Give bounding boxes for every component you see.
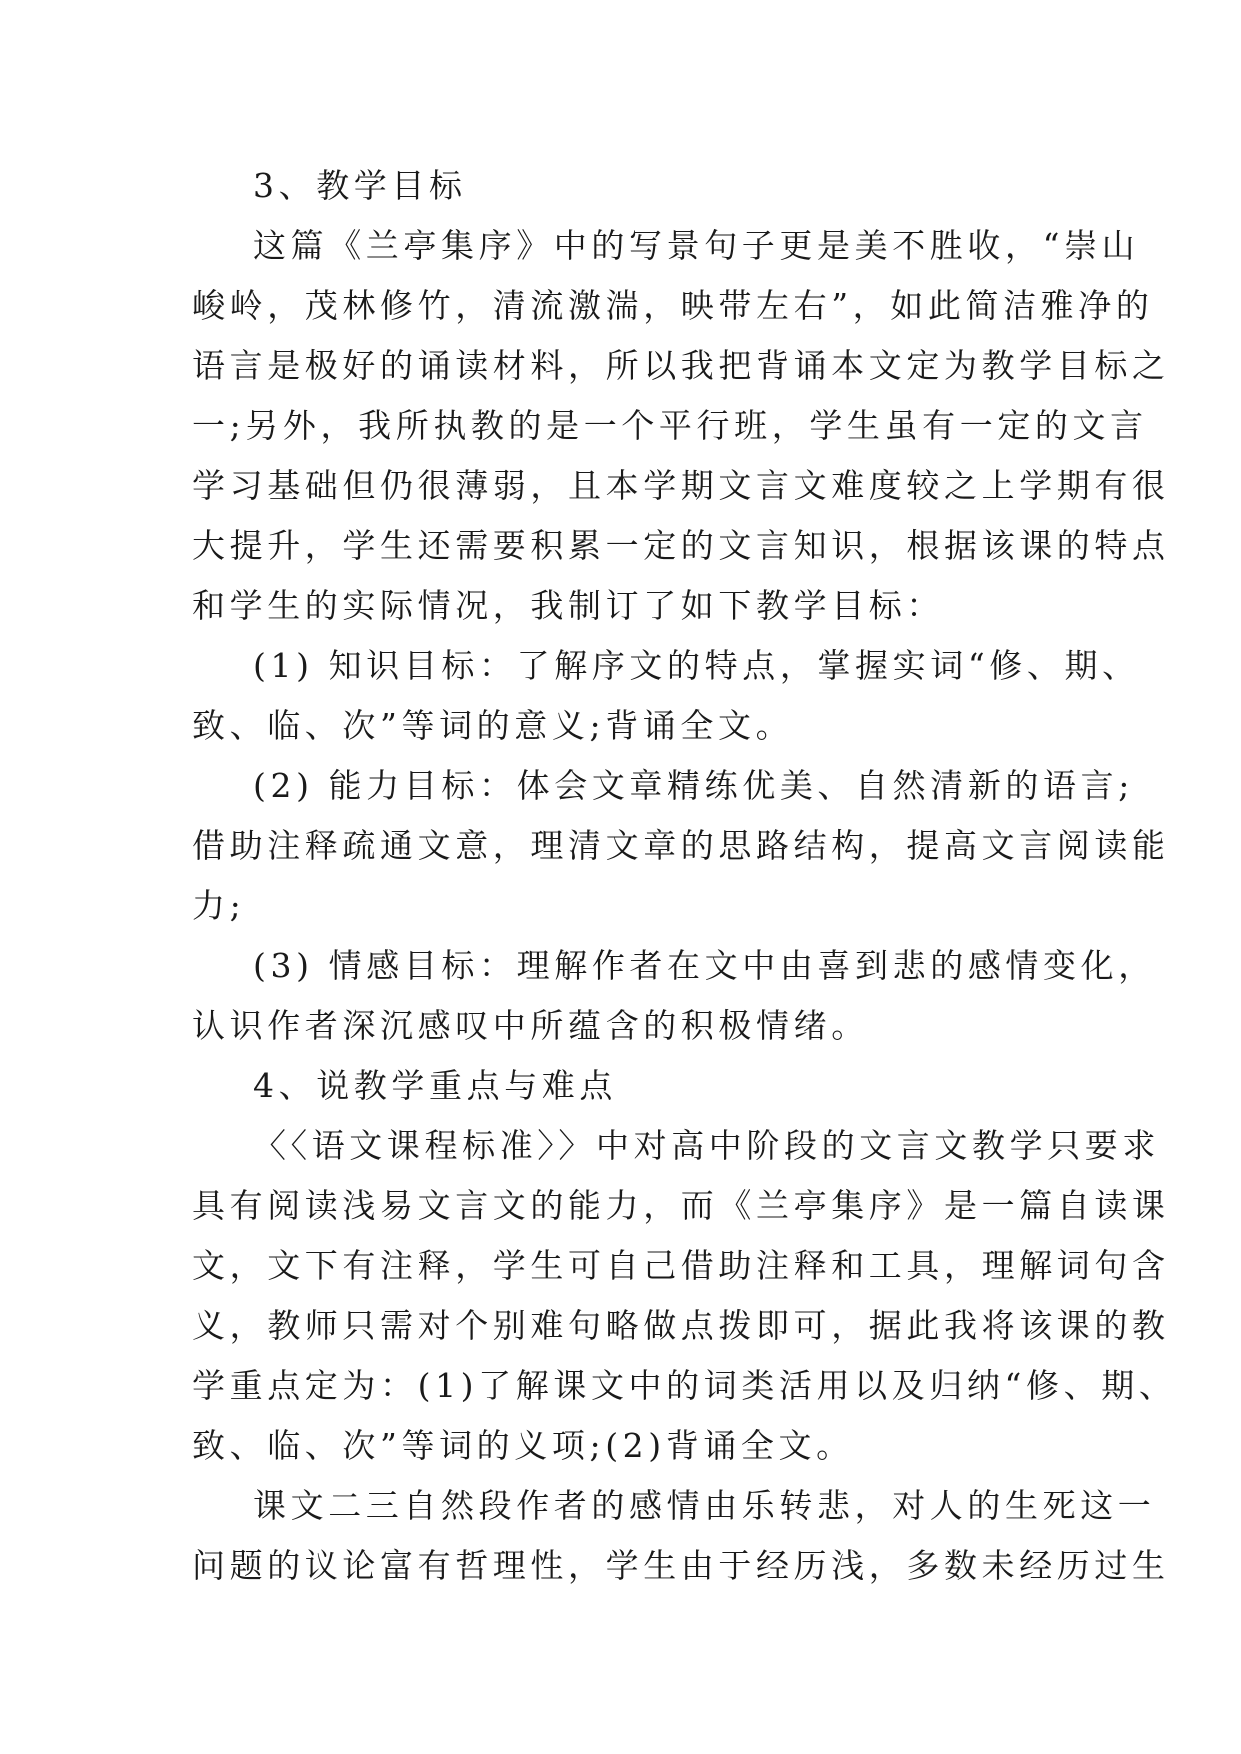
paragraph-line: 文，文下有注释，学生可自己借助注释和工具，理解词句含 xyxy=(192,1246,1170,1285)
paragraph-line: 和学生的实际情况，我制订了如下教学目标： xyxy=(192,586,944,625)
paragraph-line: 认识作者深沉感叹中所蕴含的积极情绪。 xyxy=(192,1006,869,1045)
paragraph-line: 具有阅读浅易文言文的能力，而《兰亭集序》是一篇自读课 xyxy=(192,1186,1170,1225)
paragraph-line: 大提升，学生还需要积累一定的文言知识，根据该课的特点 xyxy=(192,526,1170,565)
heading-key-points: 4、说教学重点与难点 xyxy=(253,1066,617,1105)
goal-emotion-line: (3) 情感目标：理解作者在文中由喜到悲的感情变化， xyxy=(253,946,1156,985)
paragraph-line: 致、临、次”等词的义项;(2)背诵全文。 xyxy=(192,1426,854,1465)
paragraph-line: 课文二三自然段作者的感情由乐转悲，对人的生死这一 xyxy=(253,1486,1156,1525)
heading-teaching-goals: 3、教学目标 xyxy=(253,166,467,205)
paragraph-line: 语言是极好的诵读材料，所以我把背诵本文定为教学目标之 xyxy=(192,346,1170,385)
paragraph-line: 学重点定为：(1)了解课文中的词类活用以及归纳“修、期、 xyxy=(192,1366,1177,1405)
paragraph-line: 力; xyxy=(192,886,246,925)
goal-knowledge-line: (1) 知识目标：了解序文的特点，掌握实词“修、期、 xyxy=(253,646,1140,685)
paragraph-line: 义，教师只需对个别难句略做点拨即可，据此我将该课的教 xyxy=(192,1306,1170,1345)
paragraph-line: 学习基础但仍很薄弱，且本学期文言文难度较之上学期有很 xyxy=(192,466,1170,505)
paragraph-line: 峻岭，茂林修竹，清流激湍，映带左右”，如此简洁雅净的 xyxy=(192,286,1154,325)
paragraph-line: 一;另外，我所执教的是一个平行班，学生虽有一定的文言 xyxy=(192,406,1148,445)
paragraph-line: 致、临、次”等词的意义;背诵全文。 xyxy=(192,706,794,745)
paragraph-line: 这篇《兰亭集序》中的写景句子更是美不胜收，“崇山 xyxy=(253,226,1140,265)
goal-ability-line: (2) 能力目标：体会文章精练优美、自然清新的语言; xyxy=(253,766,1134,805)
paragraph-line: 问题的议论富有哲理性，学生由于经历浅，多数未经历过生 xyxy=(192,1546,1170,1585)
paragraph-line: 〈〈语文课程标准〉〉中对高中阶段的文言文教学只要求 xyxy=(253,1126,1160,1165)
paragraph-line: 借助注释疏通文意，理清文章的思路结构，提高文言阅读能 xyxy=(192,826,1170,865)
